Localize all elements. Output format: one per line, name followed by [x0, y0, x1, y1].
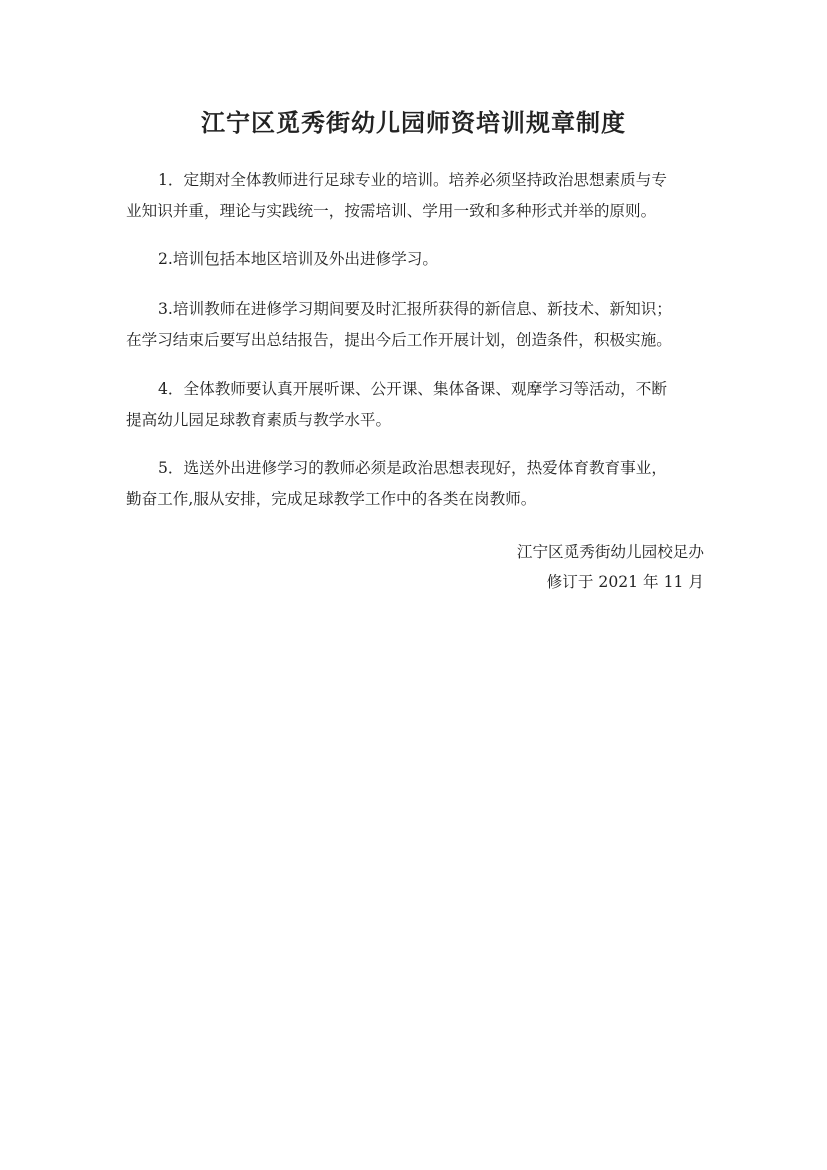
rule-paragraph-1 [126, 165, 706, 227]
paragraph-line: 业知识并重，理论与实践统一，按需培训、学用一致和多种形式并举的原则。 [126, 202, 657, 220]
rule-paragraph-3 [126, 294, 706, 356]
paragraph-line: 提高幼儿园足球教育素质与教学水平。 [126, 411, 392, 429]
paragraph-line: 勤奋工作,服从安排，完成足球教学工作中的各类在岗教师。 [126, 490, 537, 508]
document-title: 江宁区觅秀街幼儿园师资培训规章制度 [201, 108, 626, 137]
paragraph-line: 4．全体教师要认真开展听课、公开课、集体备课、观摩学习等活动，不断 [158, 380, 667, 398]
rule-paragraph-2 [126, 244, 706, 275]
paragraph-line: 2.培训包括本地区培训及外出进修学习。 [158, 250, 438, 268]
signature-organization: 江宁区觅秀街幼儿园校足办 [516, 543, 704, 561]
signature-date: 修订于 2021 年 11 月 [546, 573, 704, 591]
paragraph-line: 在学习结束后要写出总结报告，提出今后工作开展计划，创造条件，积极实施。 [126, 331, 672, 349]
rule-paragraph-5 [126, 453, 706, 515]
paragraph-line: 1．定期对全体教师进行足球专业的培训。培养必须坚持政治思想素质与专 [158, 171, 667, 189]
rule-paragraph-4 [126, 374, 706, 436]
paragraph-line: 3.培训教师在进修学习期间要及时汇报所获得的新信息、新技术、新知识； [158, 300, 672, 318]
paragraph-line: 5．选送外出进修学习的教师必须是政治思想表现好，热爱体育教育事业， [158, 459, 667, 477]
